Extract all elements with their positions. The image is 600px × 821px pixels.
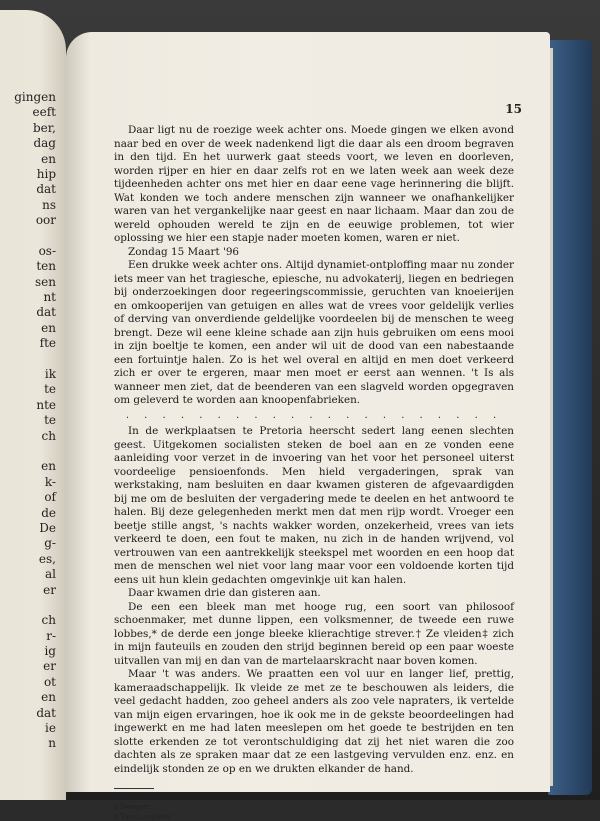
footnotes: [114, 793, 514, 821]
left-page-fragment: nt: [43, 290, 56, 305]
left-page-fragment: gingen: [14, 90, 56, 104]
left-page-text: [0, 90, 60, 752]
left-page-fragment: te: [44, 382, 56, 397]
left-page-fragment: ig: [44, 644, 56, 659]
left-page-fragment: dat: [36, 705, 56, 720]
left-page: [0, 10, 66, 800]
footnote-rule: [114, 788, 154, 789]
left-page-fragment: te: [44, 413, 56, 428]
left-page-fragment: n: [48, 736, 56, 751]
left-page-fragment: of: [44, 490, 56, 505]
left-page-fragment: ik: [44, 367, 56, 382]
paragraph: Een drukke week achter ons. Altijd dynamiet-ontploffing maar nu zonder iets meer van het tragiesche, epiesche, nu advokaterij, liegen en bedriegen bij onderzoekingen door regeeringscommissie, geruchten van knoeierijen en omkooperijen van getuigen en alles wat de vrees voor geldelijk verlies of derving van onverdiende geldelijke voordeelen bij de menschen te weeg brengt. Deze wil eene kleine schade aan zijn huis gebruiken om eens mooi in zijn boeltje te komen, een ander wil uit de dood van een nabestaande een fortuintje halen. Zo is het wel overal en altijd en men doet verkeerd zich er over te ergeren, maar men moet er eerst aan wennen. 't Is als wanneer men ziet, dat de beenderen van een slagveld worden opgegraven om geleverd te worden aan knoopenfabrieken.: [114, 259, 514, 406]
left-page-fragment: en: [41, 690, 56, 705]
left-page-fragment: nte: [36, 397, 56, 412]
left-page-fragment: dag: [33, 136, 56, 151]
left-page-fragment: ie: [45, 721, 56, 736]
left-page-fragment: ns: [42, 197, 56, 212]
left-page-fragment: De: [39, 520, 56, 535]
left-page-fragment: ten: [36, 259, 56, 274]
right-page: [66, 32, 550, 821]
left-page-fragment: ch: [41, 613, 56, 628]
footnote: † Dweper.: [114, 802, 151, 812]
left-page-fragment: hip: [36, 166, 56, 181]
paragraph: Daar ligt nu de roezige week achter ons. Moede gingen we elken avond naar bed en over de week nadenkend ligt die daar als een droom begraven in den tijd. En het uurwerk gaat steeds voort, we leven en doorleven, worden rijper en hier en daar zelfs rot en we laten week aan week deze tijdeenheden achter ons met hier en daar eene vage herinnering die blijft. Wat konden we toch andere menschen zijn wanneer we onafhankelijker waren van het vergankelijke naar geest en naar lichaam. Maar dan zou de wereld ophouden wereld te zijn en de eeuwige problemen, tot wier oplossing we hier een stapje nader moeten komen, waren er niet.: [114, 124, 514, 244]
left-page-fragment: dat: [36, 182, 56, 197]
left-page-fragment: [0, 444, 60, 459]
left-page-fragment: de: [41, 505, 56, 520]
dateline: Zondag 15 Maart '96: [128, 245, 240, 258]
paragraph: In de werkplaatsen te Pretoria heerscht sedert lang eenen slechten geest. Uitgekomen socialisten steken de boel aan en ze vonden eene aanleiding voor verzet in de invoering van het voor het personeel uiterst voordeelige pensioenfonds. Men hield vergaderingen, sprak van werkstaking, nam besluiten en daar kwamen gisteren de afgevaardigden bij me om de besluiten der vergadering mede te deelen en het antwoord te halen. Bij deze gelegenheden merkt men dat men rijp wordt. Vroeger een beetje stille angst, 's nachts wakker worden, onzekerheid, vrees van iets verkeerd te doen, een fout te maken, nu zich in de handen wrijvend, vol vertrouwen van een aantrekkelijk steekspel met woorden en een hoop dat men de menschen wel niet voor lang maar voor een voldoende korten tijd eens uit hun klein gedachten omgevinkje uit kan halen.: [114, 425, 514, 586]
page-body: [114, 124, 514, 821]
left-page-fragment: eeft: [32, 105, 56, 120]
left-page-fragment: k-: [44, 474, 56, 489]
left-page-fragment: en: [41, 459, 56, 474]
footnote: ‡ Tans ,,vlijden.": [114, 811, 176, 821]
footnote: * Vent.: [114, 793, 140, 802]
paragraph: Maar 't was anders. We praatten een vol uur en langer lief, prettig, kameraadschappelijk. Ik vleide ze met ze te beschouwen als leiders, die veel gedacht hadden, zoo geheel anders als zoo vele napraters, ik vertelde van mijn eigen ervaringen, hoe ik ook me in de gekste beoordeelingen had ingewerkt en me had laten meeslepen om het goede te bestrijden en ten slotte erkenden ze tot verontschuldiging dat zij het niet waren die zoo dachten als ze spraken maar dat ze een lastgeving vervulden enz. enz. en eindelijk stonden ze op en we drukten elkander de hand.: [114, 668, 514, 775]
left-page-fragment: g-: [44, 536, 56, 551]
left-page-fragment: [0, 598, 60, 613]
left-page-fragment: en: [41, 151, 56, 166]
left-page-fragment: sen: [35, 274, 56, 289]
left-page-fragment: er: [43, 582, 56, 597]
left-page-fragment: [0, 229, 60, 244]
paragraph: Daar kwamen drie dan gisteren aan.: [128, 587, 321, 599]
section-divider-dots: . . . . . . . . . . . . . . . . . . . . .: [125, 409, 503, 421]
left-page-fragment: dat: [36, 305, 56, 320]
left-page-fragment: ch: [41, 428, 56, 443]
page-number: 15: [505, 102, 522, 116]
paragraph: De een een bleek man met hooge rug, een soort van philosoof schoenmaker, met dunne lippen, een volksmenner, de tweede een ruwe lobbes,* de derde een jonge bleeke klierachtige strever.† Ze vleiden‡ zich in mijn fauteuils en zouden den strijd beginnen bereid op een paar woeste uitvallen van mij en dan van de martelaarskracht naar boven komen.: [114, 600, 514, 667]
left-page-fragment: al: [45, 567, 56, 582]
left-page-fragment: fte: [39, 336, 56, 351]
left-page-fragment: os-: [38, 243, 56, 258]
left-page-fragment: ot: [43, 674, 56, 689]
left-page-fragment: en: [41, 320, 56, 335]
left-page-fragment: [0, 352, 60, 367]
left-page-fragment: er: [43, 659, 56, 674]
book-cover: [548, 40, 592, 795]
left-page-fragment: ber,: [32, 120, 56, 135]
left-page-fragment: r-: [46, 628, 56, 643]
left-page-fragment: es,: [38, 551, 56, 566]
left-page-fragment: oor: [35, 213, 56, 228]
